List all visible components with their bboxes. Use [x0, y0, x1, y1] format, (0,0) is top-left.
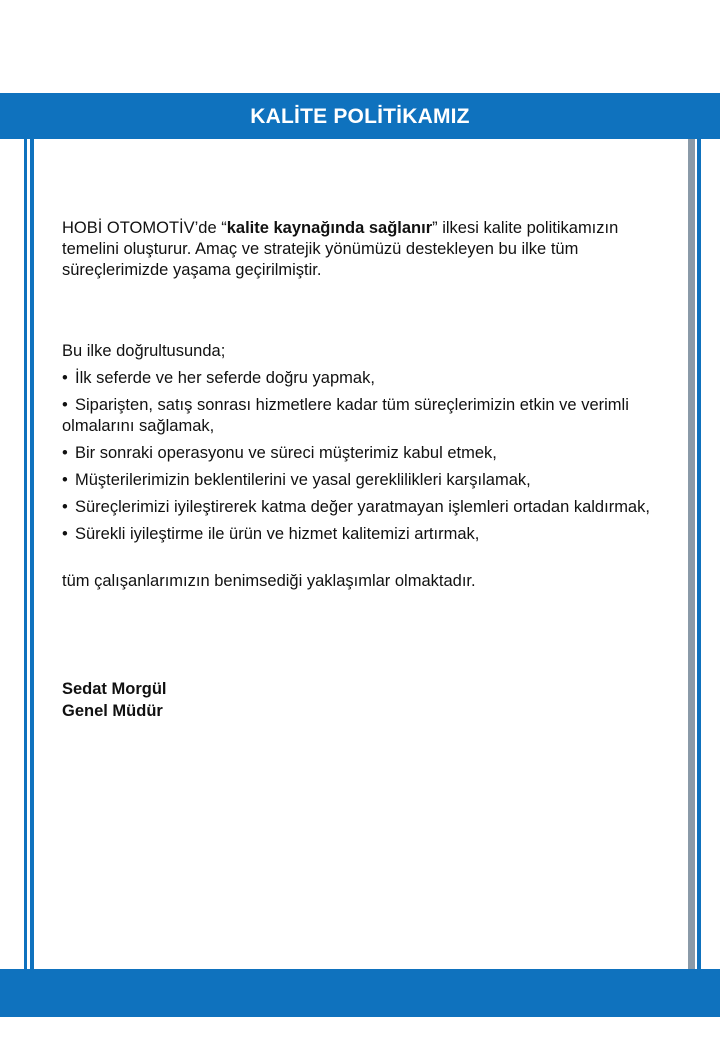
right-border-line-gray: [688, 139, 695, 969]
signatory-title: Genel Müdür: [62, 702, 163, 720]
list-item: [62, 470, 672, 491]
signature-block: [62, 678, 672, 722]
right-border-line-blue: [697, 139, 701, 969]
list-item-text: İlk seferde ve her seferde doğru yapmak,: [75, 369, 375, 387]
list-item: [62, 395, 672, 437]
intro-suffix: ” ilkesi kalite politikamızın temelini oluşturur. Amaç ve stratejik yönümüzü destekleyen bu ilke tüm süreçlerimizde yaşama geçirilmiştir.: [62, 219, 619, 279]
bullet-icon: •: [62, 369, 68, 387]
closing-sentence: tüm çalışanlarımızın benimsediği yaklaşımlar olmaktadır.: [62, 572, 476, 590]
list-item-text: Müşterilerimizin beklentilerini ve yasal gereklilikleri karşılamak,: [75, 471, 531, 489]
bullet-icon: •: [62, 444, 68, 462]
footer-bar: [0, 969, 720, 1017]
list-item-text: Siparişten, satış sonrası hizmetlere kadar tüm süreçlerimizin etkin ve verimli olmalarını sağlamak,: [62, 396, 629, 435]
page-title: KALİTE POLİTİKAMIZ: [250, 105, 470, 128]
list-item: [62, 497, 672, 518]
list-item: [62, 443, 672, 464]
bullet-icon: •: [62, 471, 68, 489]
signatory-name: Sedat Morgül: [62, 680, 167, 698]
list-item: [62, 368, 672, 389]
principles-lead: Bu ilke doğrultusunda;: [62, 342, 226, 360]
intro-paragraph: [62, 218, 672, 281]
header-bar: [0, 93, 720, 139]
bullet-icon: •: [62, 396, 68, 414]
bullet-icon: •: [62, 525, 68, 543]
intro-prefix: HOBİ OTOMOTİV’de “: [62, 219, 227, 237]
principles-list: [62, 368, 672, 545]
intro-emphasis: kalite kaynağında sağlanır: [226, 219, 433, 237]
list-item-text: Süreçlerimizi iyileştirerek katma değer yaratmayan işlemleri ortadan kaldırmak,: [75, 498, 650, 516]
list-item-text: Sürekli iyileştirme ile ürün ve hizmet kalitemizi artırmak,: [75, 525, 480, 543]
list-item: [62, 524, 672, 545]
bullet-icon: •: [62, 498, 68, 516]
left-border-line-outer: [24, 139, 27, 969]
list-item-text: Bir sonraki operasyonu ve süreci müşterimiz kabul etmek,: [75, 444, 497, 462]
policy-content: [62, 218, 672, 722]
left-border-line-inner: [30, 139, 34, 969]
